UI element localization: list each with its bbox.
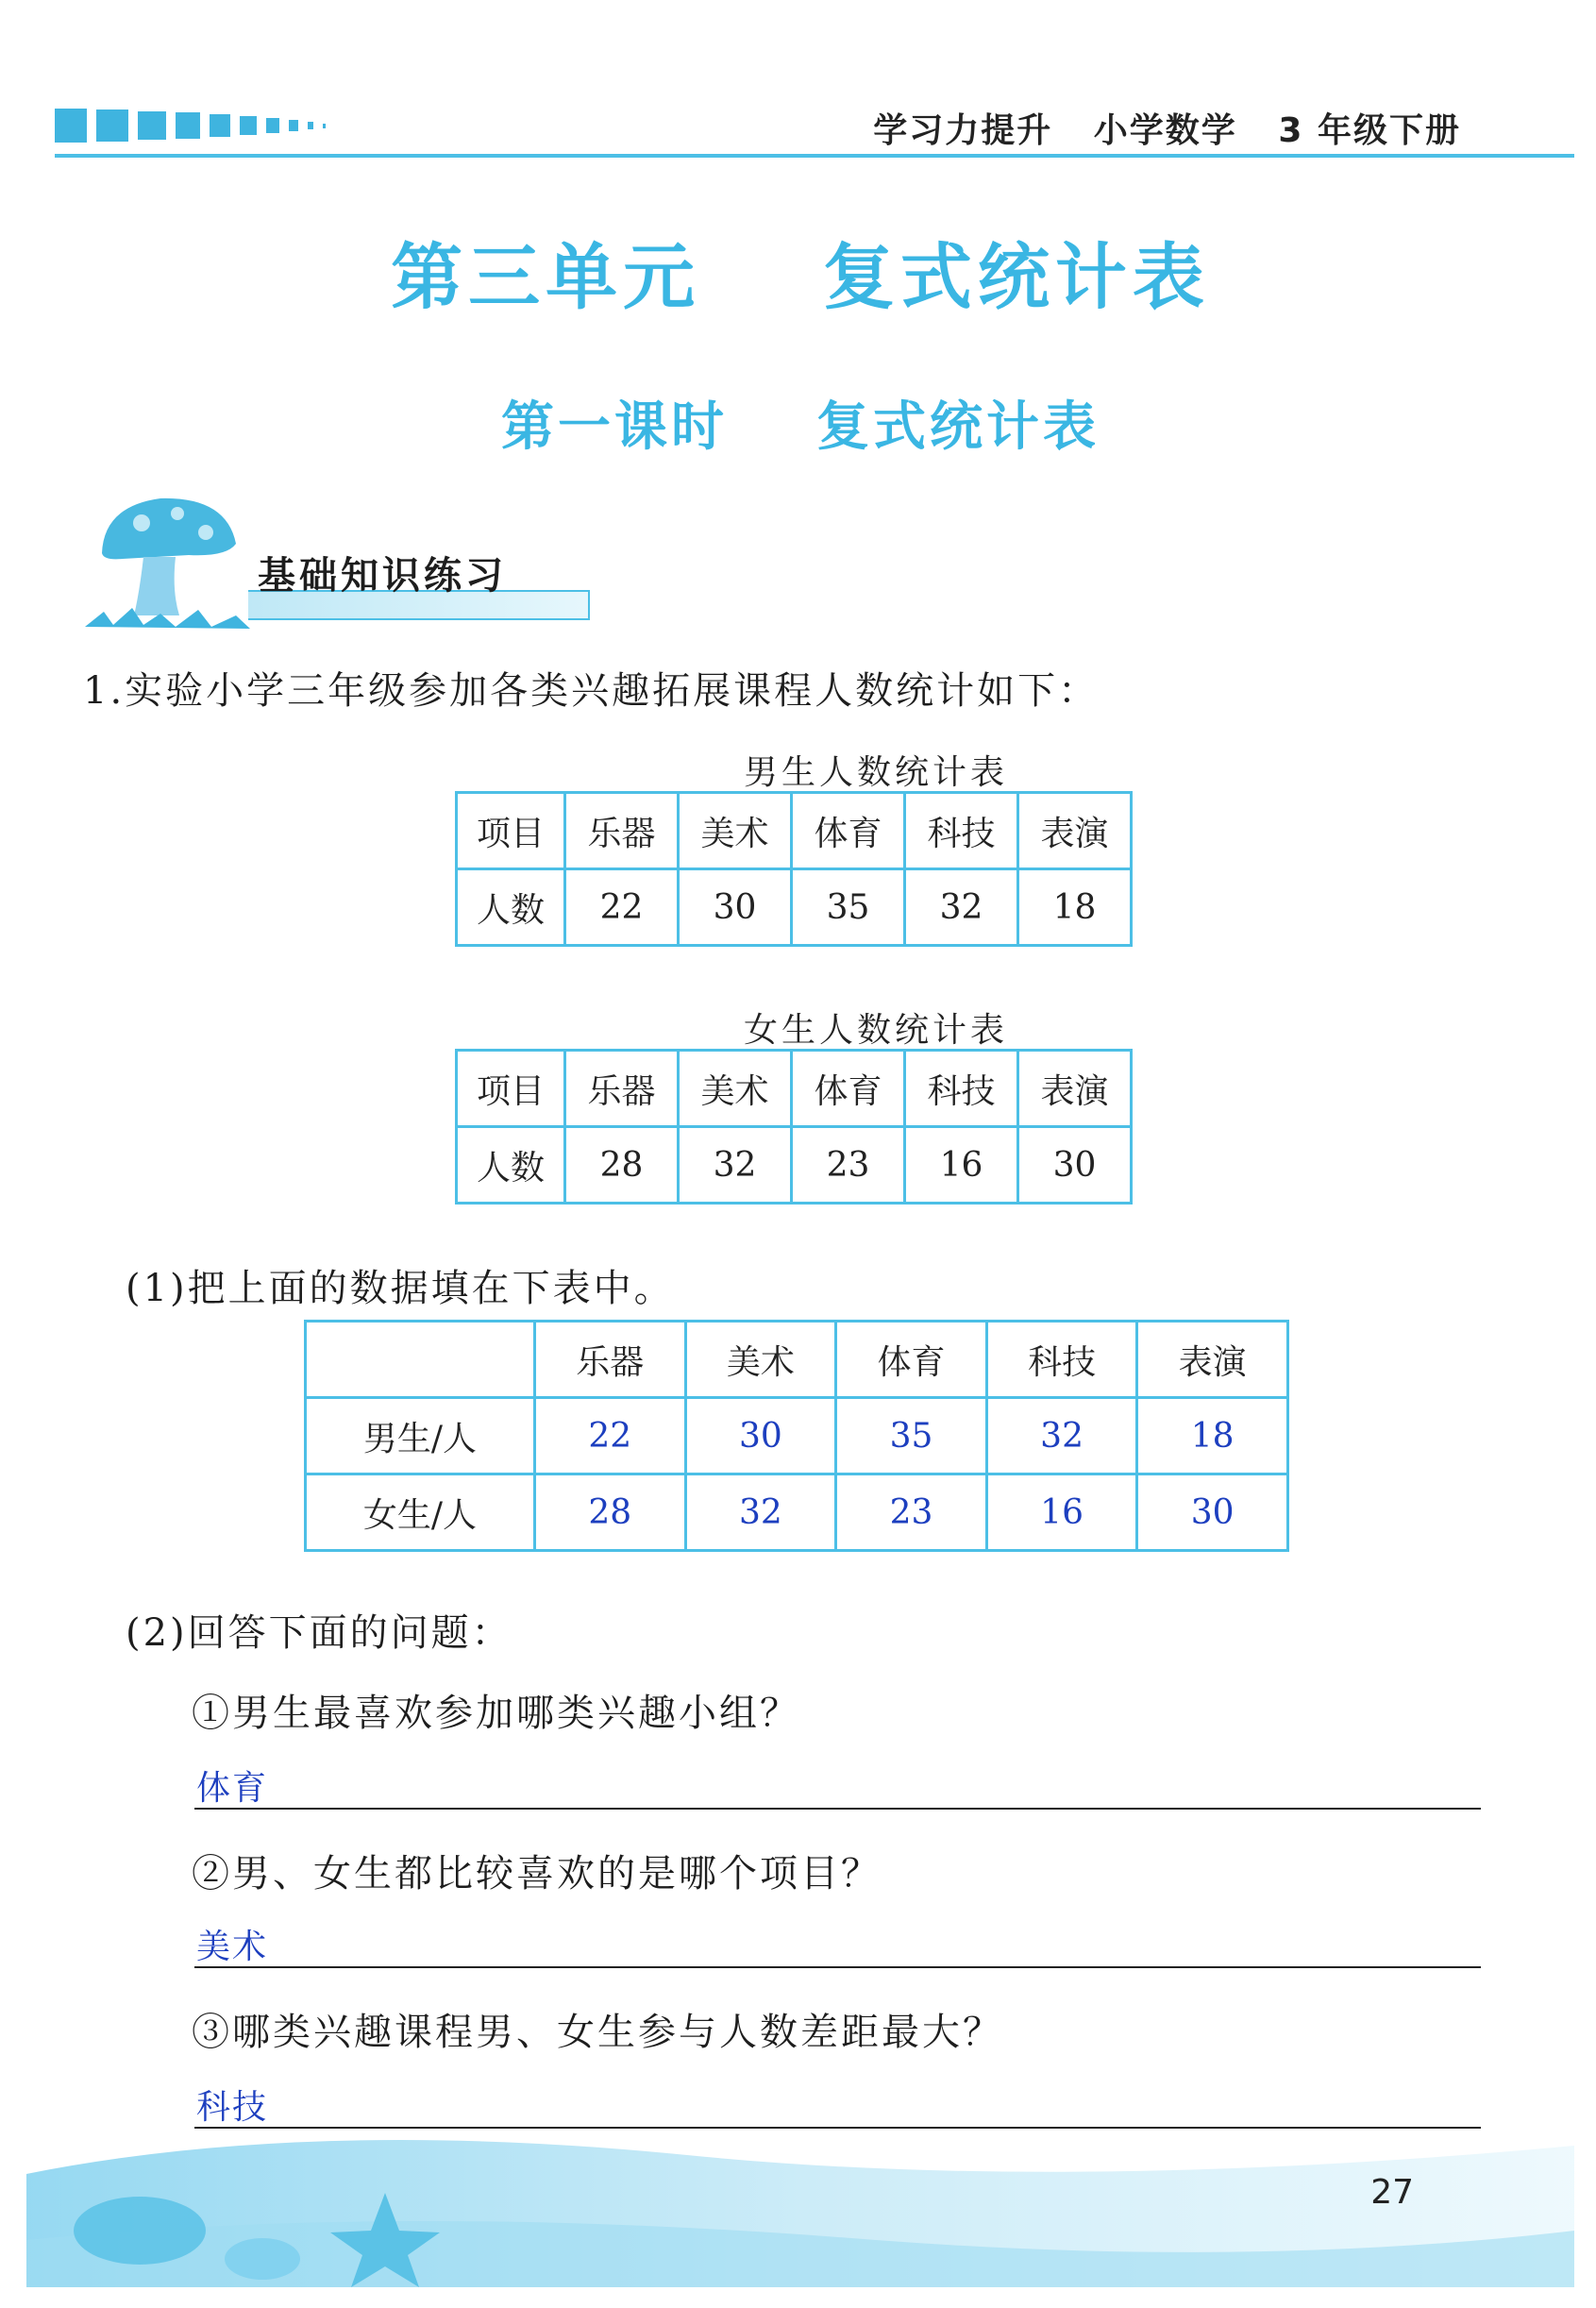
- combined-count-table: [304, 1320, 1289, 1552]
- table-row: [306, 1474, 1288, 1551]
- table-cell: 32: [679, 1127, 792, 1204]
- answer-cell: 16: [986, 1474, 1137, 1551]
- table-cell: 23: [792, 1127, 905, 1204]
- table-cell: 28: [565, 1127, 679, 1204]
- subquestion-2: ②男、女生都比较喜欢的是哪个项目？: [192, 1852, 882, 1895]
- table-cell: 乐器: [535, 1322, 686, 1398]
- table-cell: 16: [905, 1127, 1018, 1204]
- table-corner-cell: [306, 1322, 535, 1398]
- table-cell: 体育: [792, 793, 905, 869]
- unit-title: 第三单元 复式统计表: [391, 235, 1210, 319]
- part-2-prompt: (2)回答下面的问题：: [126, 1611, 512, 1655]
- answer-cell: 32: [986, 1398, 1137, 1474]
- table-cell: 科技: [986, 1322, 1137, 1398]
- girls-table-caption: 女生人数统计表: [743, 1011, 1008, 1050]
- boys-table-caption: 男生人数统计表: [743, 753, 1008, 792]
- seashore-decoration: [26, 2098, 1574, 2287]
- table-row: [457, 1127, 1132, 1204]
- table-cell: 35: [792, 869, 905, 946]
- header-title: 学习力提升 小学数学 3 年级下册: [873, 111, 1461, 150]
- subquestion-1: ①男生最喜欢参加哪类兴趣小组？: [192, 1692, 800, 1735]
- answer-cell: 30: [1137, 1474, 1288, 1551]
- boys-count-table: [455, 791, 1133, 947]
- table-cell: 美术: [685, 1322, 836, 1398]
- section-label: 基础知识练习: [258, 554, 507, 598]
- workbook-page: [26, 26, 1574, 2287]
- table-cell: 体育: [792, 1051, 905, 1127]
- table-cell: 22: [565, 869, 679, 946]
- table-row-label: 人数: [457, 869, 565, 946]
- table-cell: 体育: [836, 1322, 987, 1398]
- table-cell: 项目: [457, 793, 565, 869]
- table-cell: 32: [905, 869, 1018, 946]
- header-decoration: [55, 107, 326, 144]
- table-cell: 表演: [1137, 1322, 1288, 1398]
- table-row: [306, 1398, 1288, 1474]
- answer-cell: 28: [535, 1474, 686, 1551]
- answer-line: [194, 1966, 1481, 1968]
- table-row-label: 女生/人: [306, 1474, 535, 1551]
- table-cell: 美术: [679, 793, 792, 869]
- table-cell: 30: [1018, 1127, 1132, 1204]
- table-cell: 表演: [1018, 793, 1132, 869]
- table-cell: 科技: [905, 793, 1018, 869]
- answer-cell: 23: [836, 1474, 987, 1551]
- table-cell: 18: [1018, 869, 1132, 946]
- header-rule: [55, 154, 1574, 158]
- question-1-prompt: 1.实验小学三年级参加各类兴趣拓展课程人数统计如下：: [83, 669, 1100, 713]
- answer-cell: 22: [535, 1398, 686, 1474]
- table-header-row: [457, 793, 1132, 869]
- lesson-title: 第一课时 复式统计表: [501, 396, 1100, 458]
- subquestion-3: ③哪类兴趣课程男、女生参与人数差距最大？: [192, 2011, 1003, 2054]
- table-cell: 乐器: [565, 793, 679, 869]
- table-cell: 美术: [679, 1051, 792, 1127]
- table-cell: 项目: [457, 1051, 565, 1127]
- answer-cell: 35: [836, 1398, 987, 1474]
- table-row-label: 男生/人: [306, 1398, 535, 1474]
- answer-cell: 32: [685, 1474, 836, 1551]
- answer-cell: 30: [685, 1398, 836, 1474]
- table-cell: 表演: [1018, 1051, 1132, 1127]
- table-cell: 科技: [905, 1051, 1018, 1127]
- table-header-row: [306, 1322, 1288, 1398]
- table-cell: 30: [679, 869, 792, 946]
- answer-line: [194, 1808, 1481, 1810]
- answer-3: 科技: [196, 2088, 269, 2127]
- answer-1: 体育: [196, 1769, 269, 1808]
- part-1-prompt: (1)把上面的数据填在下表中。: [126, 1267, 675, 1310]
- answer-2: 美术: [196, 1928, 269, 1966]
- page-number: 27: [1370, 2173, 1414, 2212]
- table-cell: 乐器: [565, 1051, 679, 1127]
- mushroom-icon: [85, 487, 255, 638]
- girls-count-table: [455, 1049, 1133, 1205]
- table-header-row: [457, 1051, 1132, 1127]
- table-row: [457, 869, 1132, 946]
- answer-cell: 18: [1137, 1398, 1288, 1474]
- table-row-label: 人数: [457, 1127, 565, 1204]
